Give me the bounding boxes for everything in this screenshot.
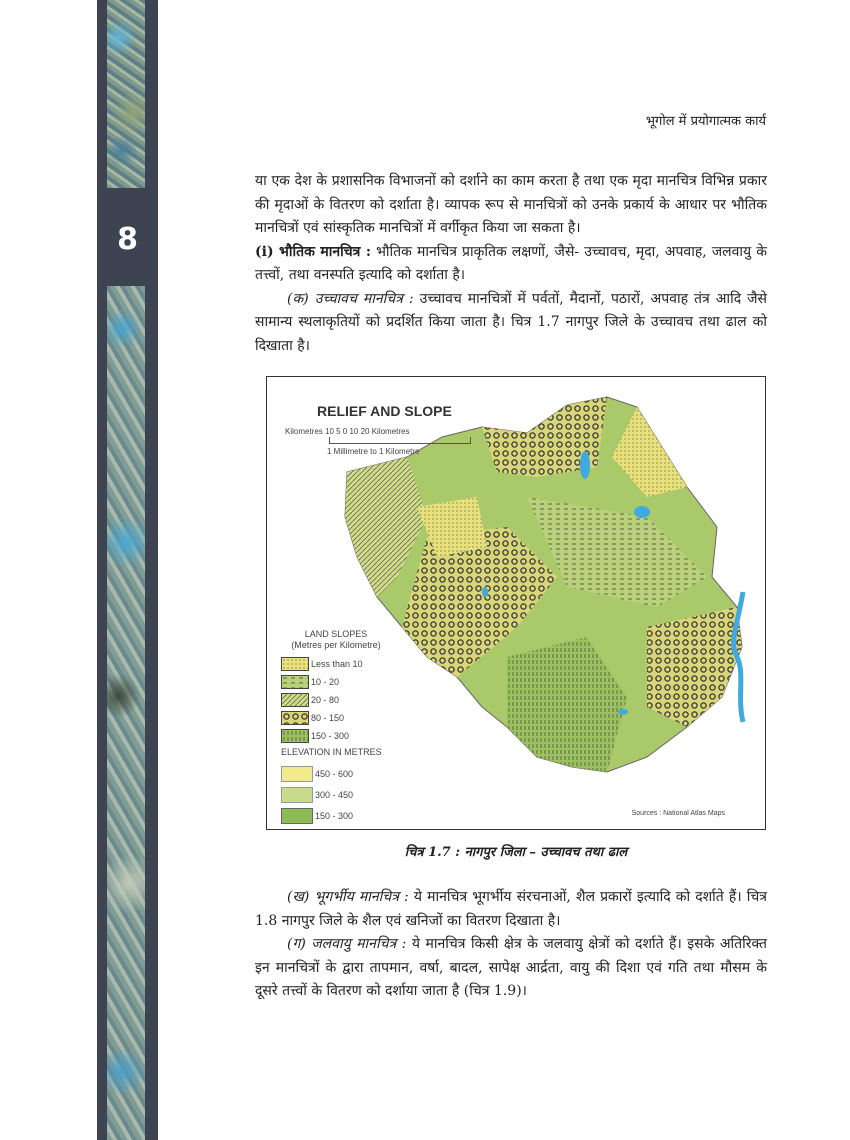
legend-label: 300 - 450 bbox=[315, 789, 354, 800]
paragraph-text: ये मानचित्र किसी क्षेत्र के जलवायु क्षेत्रों को दर्शाते हैं। इसके अतिरिक्त इन मानचित्रों के द्वारा तापमान, वर्षा, बादल, सापेक्ष आर्द्रता, वायु की दिशा एवं गति तथा मौसम के दूसरे तत्त्वों के वितरण को दर्शाया जाता है (चित्र 1.9)। bbox=[255, 936, 767, 999]
body-text bbox=[255, 170, 767, 358]
swatch-elevation bbox=[281, 808, 313, 824]
legend-item bbox=[281, 691, 391, 709]
map-title: RELIEF AND SLOPE bbox=[317, 403, 452, 419]
satellite-image-decoration bbox=[107, 286, 145, 1140]
satellite-image-decoration bbox=[107, 0, 145, 188]
legend-label: 80 - 150 bbox=[311, 713, 345, 723]
swatch-elevation bbox=[281, 766, 313, 782]
paragraph-text: ये मानचित्र भूगर्भीय संरचनाओं, शैल प्रकारों इत्यादि को दर्शाते हैं। चित्र 1.8 नागपुर जिले के शैल एवं खनिजों का वितरण दिखाता है। bbox=[255, 889, 767, 929]
subsection-heading: (क) उच्चावच मानचित्र : bbox=[287, 290, 414, 307]
subsection-heading: (ख) भूगर्भीय मानचित्र : bbox=[287, 889, 409, 905]
paragraph-text: उच्चावच मानचित्रों में पर्वतों, मैदानों, पठारों, अपवाह तंत्र आदि जैसे सामान्य स्थलाकृतियों को प्रदर्शित किया जाता है। चित्र 1.7 नागपुर जिले के उच्चावच तथा ढाल को दिखाता है। bbox=[255, 290, 768, 354]
swatch-diagonal bbox=[281, 693, 309, 707]
legend-title: LAND SLOPES bbox=[304, 629, 368, 639]
paragraph bbox=[255, 288, 767, 359]
swatch-vertical bbox=[281, 729, 309, 743]
legend-label: 150 - 300 bbox=[315, 810, 354, 821]
legend-item bbox=[281, 805, 391, 826]
paragraph-text: भौतिक मानचित्र प्राकृतिक लक्षणों, जैसे- उच्चावच, मृदा, अपवाह, जलवायु के तत्त्वों, तथा वनस्पति इत्यादि को दर्शाता है। bbox=[255, 243, 767, 283]
figure-caption: चित्र 1.7 : नागपुर जिला – उच्चावच तथा ढाल bbox=[404, 845, 628, 860]
legend-item bbox=[281, 655, 391, 673]
swatch-dots bbox=[281, 657, 309, 671]
paragraph bbox=[255, 241, 767, 288]
running-head: भूगोल में प्रयोगात्मक कार्य bbox=[645, 114, 766, 129]
subsection-heading: (ग) जलवायु मानचित्र : bbox=[287, 936, 407, 952]
legend-label: 10 - 20 bbox=[311, 677, 340, 687]
map-scale-bar bbox=[329, 437, 471, 444]
swatch-dashes bbox=[281, 675, 309, 689]
legend-item bbox=[281, 727, 391, 745]
paragraph: या एक देश के प्रशासनिक विभाजनों को दर्शाने का काम करता है तथा एक मृदा मानचित्र विभिन्न प्रकार की मृदाओं के वितरण को दर्शाता है। व्यापक रूप से मानचित्रों को उनके प्रकार्य के आधार पर भौतिक मानचित्रों एवं सांस्कृतिक मानचित्रों में वर्गीकृत किया जा सकता है। bbox=[255, 173, 767, 236]
chapter-number: 8 bbox=[117, 222, 138, 257]
paragraph bbox=[255, 886, 767, 933]
swatch-elevation bbox=[281, 787, 313, 803]
map-scale-note: 1 Millimetre to 1 Kilometre bbox=[327, 447, 420, 456]
legend-subtitle: (Metres per Kilometre) bbox=[291, 640, 381, 650]
legend-item bbox=[281, 784, 391, 805]
map-scale-label: Kilometres 10 5 0 10 20 Kilometres bbox=[285, 427, 410, 436]
legend-title: ELEVATION IN METRES bbox=[281, 747, 382, 757]
relief-slope-map-figure bbox=[266, 376, 766, 830]
body-text bbox=[255, 886, 767, 1004]
section-heading: (i) भौतिक मानचित्र : bbox=[255, 243, 372, 260]
legend-label: 450 - 600 bbox=[315, 768, 354, 779]
map-legend bbox=[281, 629, 391, 826]
legend-label: Less than 10 bbox=[311, 659, 363, 669]
swatch-circles bbox=[281, 711, 309, 725]
legend-label: 20 - 80 bbox=[311, 695, 340, 705]
paragraph bbox=[255, 933, 767, 1004]
chapter-sidebar-strip bbox=[97, 0, 158, 1140]
map-sources: Sources : National Atlas Maps bbox=[631, 810, 725, 817]
legend-label: 150 - 300 bbox=[311, 731, 350, 741]
legend-item bbox=[281, 673, 391, 691]
legend-item bbox=[281, 709, 391, 727]
legend-item bbox=[281, 763, 391, 784]
